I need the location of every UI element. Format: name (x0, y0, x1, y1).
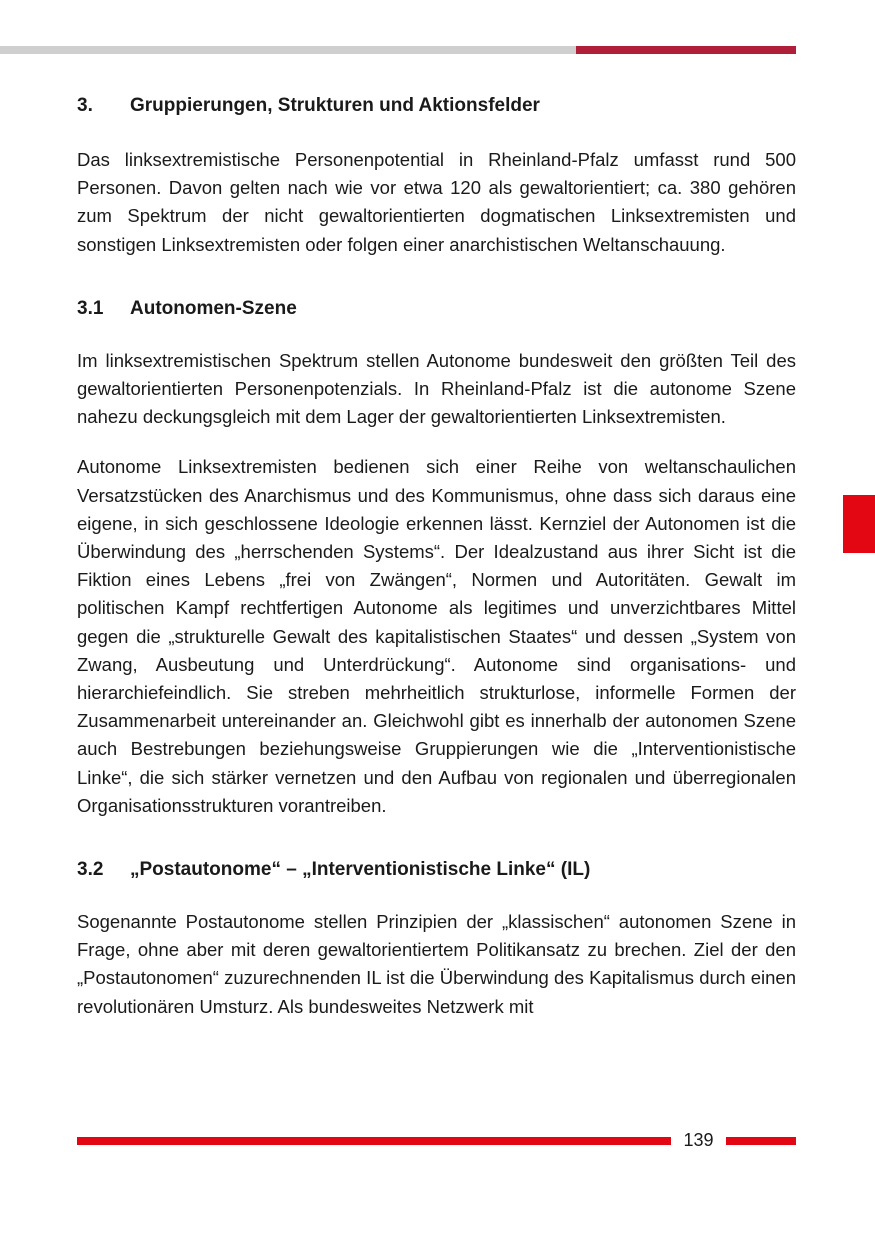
chapter-thumb-tab (843, 495, 875, 553)
page-body (77, 92, 796, 1021)
section-heading-3 (77, 92, 796, 120)
section-title: Gruppierungen, Strukturen und Aktionsfelder (130, 95, 540, 116)
footer-red-rule-right (726, 1137, 796, 1145)
paragraph: Im linksextremistischen Spektrum stellen Autonome bundesweit den größten Teil des gewaltorientierten Personenpotenzials. In Rheinland-Pfalz ist die autonome Szene nahezu deckungsgleich mit dem Lager der gewaltorientierten Linksextremisten. (77, 349, 796, 428)
section-number: 3.2 (77, 859, 104, 881)
footer-red-rule-left (77, 1137, 671, 1145)
page-number: 139 (683, 1130, 714, 1150)
header-red-rule (576, 46, 796, 54)
paragraph: Sogenannte Postautonome stellen Prinzipien der „klassischen“ autonomen Szene in Frage, ohne aber mit deren gewaltorientiertem Politikansatz zu brechen. Ziel der den „Postautonomen“ zuzurechnenden IL ist die Überwindung des Kapitalismus durch einen revolutionären Umsturz. Als bundesweites Netzwerk mit (77, 911, 796, 1017)
section-title: „Postautonome“ – „Interventionistische Linke“ (IL) (130, 859, 591, 881)
section-number: 3. (77, 95, 93, 116)
section-title: Autonomen-Szene (130, 297, 297, 319)
header-gray-rule (0, 46, 576, 54)
section-heading-3-1 (77, 295, 796, 323)
paragraph: Das linksextremistische Personenpotential in Rheinland-Pfalz umfasst rund 500 Personen. Davon gelten nach wie vor etwa 120 als gewaltorientiert; ca. 380 gehören zum Spektrum der nicht gewaltorientierten dogmatischen Linksextremisten und sonstigen Linksextremisten oder folgen einer anarchistischen Weltanschauung. (77, 149, 796, 255)
paragraph: Autonome Linksextremisten bedienen sich einer Reihe von weltanschaulichen Versatzstücken des Anarchismus und des Kommunismus, ohne dass sich daraus eine eigene, in sich geschlossene Ideologie erkennen lässt. Kernziel der Autonomen ist die Überwindung des „herrschenden Systems“. Der Idealzustand aus ihrer Sicht ist die Fiktion eines Lebens „frei von Zwängen“, Normen und Autoritäten. Gewalt im politischen Kampf rechtfertigen Autonome als legitimes und unverzichtbares Mittel gegen die „strukturelle Gewalt des kapitalistischen Staates“ und dessen „System von Zwang, Ausbeutung und Unterdrückung“. Autonome sind organisations- und hierarchiefeindlich. Sie streben mehrheitlich strukturlose, informelle Formen der Zusammenarbeit untereinander an. Gleichwohl gibt es innerhalb der autonomen Szene auch Bestrebungen beziehungsweise Gruppierungen wie die „Interventionistische Linke“, die sich stärker vernetzen und den Aufbau von regionalen und überregionalen Organisationsstrukturen vorantreiben. (77, 456, 796, 816)
section-heading-3-2 (77, 856, 796, 884)
section-number: 3.1 (77, 297, 104, 319)
